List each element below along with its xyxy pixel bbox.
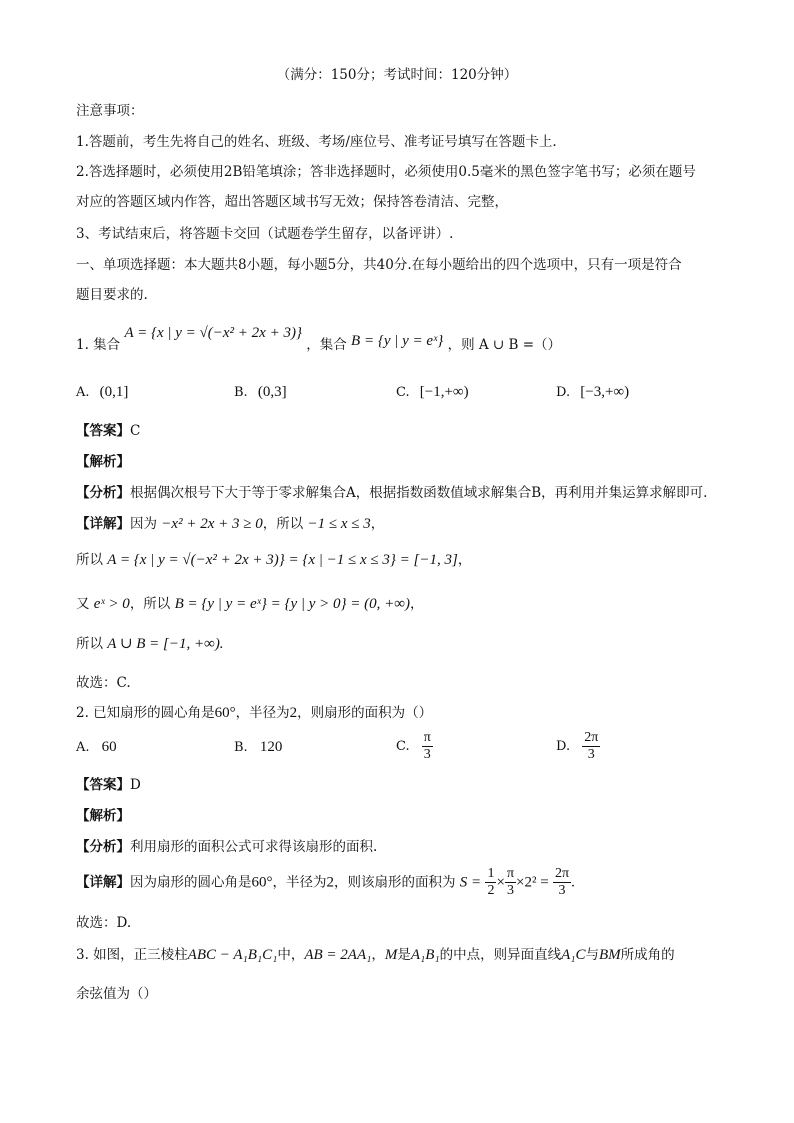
q1-step-4: 所以 A ∪ B = [−1, +∞). [76,636,224,652]
q2-option-d: D. $\frac{2\pi}{3}$ [556,730,599,762]
q1-option-c: C. [−1,+∞) [396,384,469,400]
q1-xiangjie: 【详解】因为 −x² + 2x + 3 ≥ 0，所以 −1 ≤ x ≤ 3， [76,516,385,532]
q1-option-d: D. [−3,+∞) [556,384,630,400]
q1-step-2: 所以 A = {x | y = √(−x² + 2x + 3)} = {x | −1 ≤ x ≤ 3} = [−1, 3]， [76,552,472,568]
q2-frac-3: $\frac{2\pi}{3}$ [554,866,570,898]
q1-mid: ，集合 [306,337,347,353]
exam-info: （满分：150分；考试时间：120分钟） [276,67,518,83]
q2-option-c: C. $\frac{\pi}{3}$ [396,730,431,762]
q2-option-a: A. 60 [76,739,117,755]
q1-answer [76,422,140,440]
q1-set-b: B = {y | y = eˣ} [351,333,444,349]
answer-tag: 【答案】 [76,423,130,439]
q2-xiangjie: 【详解】因为扇形的圆心角是60°，半径为2，则该扇形的面积为 S = $\frac{1}{2}$ × $\frac{\pi}{3}$ ×2² = $\frac{2\pi}{3}$ . [76,866,575,898]
question-2: 2. 已知扇形的圆心角是60°，半径为2，则扇形的面积为（） [76,705,433,721]
note-item-2-line-1: 2.答选择题时，必须使用2B铅笔填涂；答非选择题时，必须使用0.5毫米的黑色签字笔书写；必须在题号 [76,164,696,180]
q2-fenxi: 【分析】利用扇形的面积公式可求得该扇形的面积. [76,839,378,855]
note-item-1: 1.答题前，考生先将自己的姓名、班级、考场/座位号、准考证号填写在答题卡上. [76,134,557,150]
q1-fenxi: 【分析】根据偶次根号下大于等于零求解集合A，根据指数函数值域求解集合B，再利用并集运算求解即可. [76,485,708,501]
q1-prefix: 1. 集合 [76,337,121,353]
section-1-line-2: 题目要求的. [76,287,148,303]
q1-option-a: A. (0,1] [76,384,129,400]
q2-frac-1: $\frac{1}{2}$ [487,866,495,898]
q2-option-b: B. 120 [234,739,283,755]
q2-option-c-fraction: $\frac{\pi}{3}$ [423,730,431,762]
q1-option-b: B. (0,3] [234,384,287,400]
answer-value: C [130,423,141,439]
question-3: 3. 如图，正三棱柱ABC − A₁B₁C₁中，AB = 2AA₁，M是A₁B₁的中点，则异面直线A₁C与BM所成角的 [76,947,675,963]
q1-choose: 故选：C. [76,675,131,691]
note-item-3: 3、考试结束后，将答题卡交回（试题卷学生留存，以备评讲）. [76,226,454,242]
notes-title: 注意事项： [76,103,144,119]
q1-analysis-tag: 【解析】 [76,454,130,470]
q1-set-a: A = {x | y = √(−x² + 2x + 3)} [124,325,302,341]
q2-choose: 故选：D. [76,915,132,931]
question-1 [76,325,562,354]
section-1-line-1: 一、单项选择题：本大题共8小题，每小题5分，共40分.在每小题给出的四个选项中，只有一项是符合 [76,257,682,273]
q2-analysis-tag: 【解析】 [76,808,130,824]
q1-step-3: 又 eˣ > 0，所以 B = {y | y = eˣ} = {y | y > 0} = (0, +∞)， [76,596,424,612]
q2-answer: 【答案】D [76,777,141,793]
q1-suffix: ，则 A ∪ B =（） [447,337,562,353]
q2-option-d-fraction: $\frac{2\pi}{3}$ [584,730,599,762]
question-3-line-2: 余弦值为（） [76,986,157,1002]
q2-frac-2: $\frac{\pi}{3}$ [506,866,515,898]
note-item-2-line-2: 对应的答题区域内作答，超出答题区域书写无效；保持答卷清洁、完整， [76,194,508,210]
